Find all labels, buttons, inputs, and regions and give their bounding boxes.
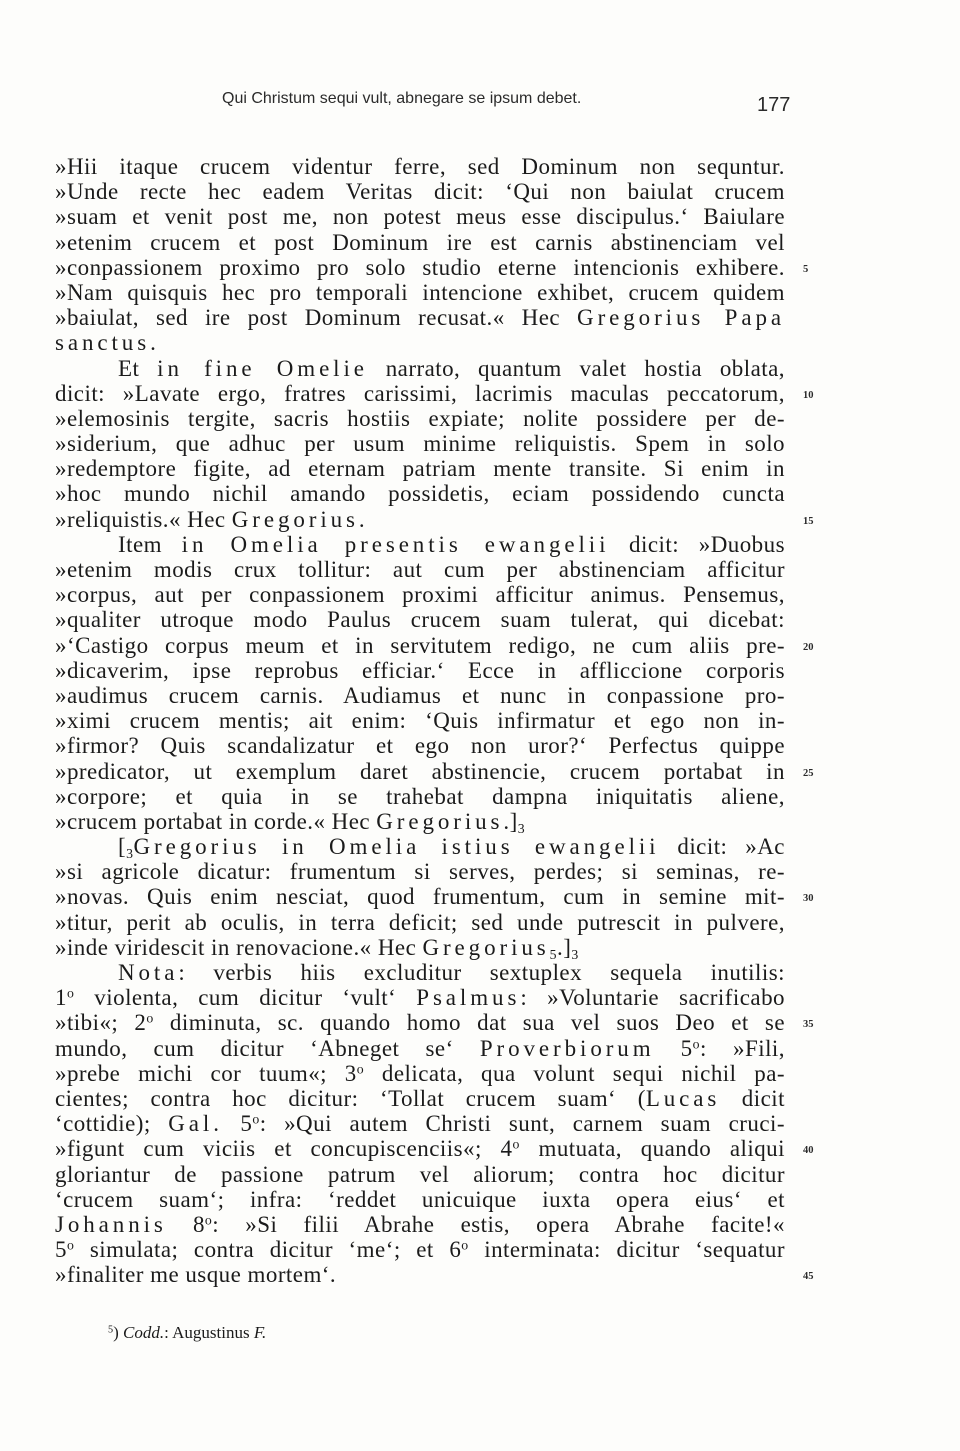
text-run: »Hii itaque crucem videntur ferre, sed Dominum non sequntur. [55,154,785,179]
text-run: »dicaverim, ipse reprobus efficiar.‘ Ecce in affliccione corporis [55,657,785,683]
superscript: 5 [108,1324,114,1336]
text-run: dicit: »Lavate ergo, fratres carissimi, lacrimis maculas peccatorum, [55,380,785,406]
text-line [55,356,785,381]
spaced-emphasis: Gregorius [231,506,359,532]
text-run: »crucem portabat in corde.« Hec [55,808,377,834]
text-run: »elemosinis tergite, sacris hostiis expiate; nolite possidere per de- [55,405,785,431]
text-line [55,254,809,280]
text-run: 8 [166,1211,205,1237]
text-run: . [358,506,366,532]
text-run: 1 [55,985,67,1011]
text-line [55,1061,785,1086]
text-run: »corpus, aut per conpassionem proximi afficitur animus. Pensemus, [55,582,785,608]
text-run: »reliquistis.« Hec [55,506,232,532]
superscript: o [461,1237,469,1253]
superscript: o [66,985,75,1001]
text-line [55,884,814,910]
text-run: cientes; contra hoc dicitur: ‘Tollat crucem suam‘ ( [55,1085,646,1111]
italic-text: Codd. [123,1323,165,1342]
text-line [55,1262,814,1288]
page-number: 177 [757,94,791,116]
text-run: diminuta, sc. quando homo dat sua vel suos Deo et se [153,1010,785,1036]
text-run: »corpore; et quia in se trahebat dampna iniquitatis aliene, [55,783,785,809]
paragraph [55,960,814,1288]
text-line [55,1136,814,1162]
text-line [55,758,814,784]
text-line [55,305,785,330]
text-run: »Unde recte hec eadem Veritas dicit: ‘Qui non baiulat crucem [55,179,785,205]
paragraph [55,355,814,532]
text-run: : »Fili, [700,1035,785,1061]
text-line [55,380,814,406]
text-line [55,683,785,708]
text-line [55,154,785,179]
text-line [55,960,785,985]
text-run: narrato, quantum valet hostia oblata, [367,355,785,381]
text-run: »suam et venit post me, non potest meus esse discipulus.‘ Baiulare [55,204,785,230]
text-line [55,1162,785,1187]
text-line [55,330,785,355]
paragraph [55,531,814,836]
text-line [55,1187,785,1212]
text-line [55,784,785,809]
text-run: »finaliter me usque mortem‘. [55,1262,337,1288]
text-line [55,1036,785,1061]
superscript: o [692,1035,701,1051]
text-run: »etenim crucem et post Dominum ire est carnis abstinenciam vel [55,229,785,255]
subscript: 3 [126,846,134,862]
text-run: [ [118,834,127,860]
running-head: Qui Christum sequi vult, abnegare se ipsum debet. [222,90,582,107]
text-run: »hoc mundo nichil amando possidetis, eciam possidendo cuncta [55,481,785,507]
text-run: »Nam quisquis hec pro temporali intencione exhibet, crucem quidem [55,279,785,305]
text-line [55,406,785,431]
spaced-emphasis: in fine Omelie [157,355,368,381]
superscript: o [356,1061,365,1077]
text-run: »prebe michi cor tuum«; 3 [55,1060,357,1086]
footnote [108,1322,266,1344]
text-run: gloriantur de passione patrum vel aliorum; contra hoc dicitur [55,1161,785,1187]
text-run: dicit: »Ac [659,834,785,860]
text-line [55,708,785,733]
text-run: »tibi«; 2 [55,1010,147,1036]
text-run: »audimus crucem carnis. Audiamus et nunc in conpassione pro- [55,682,785,708]
superscript: o [252,1111,260,1127]
line-number: 25 [803,767,814,779]
text-line [55,1086,785,1111]
text-run: »firmor? Quis scandalizatur et ego non uror?‘ Perfectus quippe [55,733,785,759]
text-run: 5 [654,1035,693,1061]
line-number: 5 [803,263,809,275]
line-number: 40 [803,1145,814,1157]
spaced-emphasis: Gal. [168,1111,223,1137]
text-run: »etenim modis crux tollitur: aut cum per abstinenciam afficitur [55,557,785,582]
text-run: »titur, perit ab oculis, in terra deficit; sed unde putrescit in pulvere, [55,909,785,935]
spaced-emphasis: in Omelia presentis ewangelii [181,531,610,557]
text-line [55,859,785,884]
text-line [55,280,785,305]
text-run: .] [557,934,572,960]
text-line [55,179,785,204]
text-line [55,1010,814,1036]
spaced-emphasis: Gregorius [422,934,550,960]
spaced-emphasis: Gregorius Papa [577,305,785,331]
text-line [55,532,785,557]
text-run: mundo, cum dicitur ‘Abneget se‘ [55,1035,480,1061]
text-line [55,935,785,960]
italic-text: F. [253,1323,267,1342]
text-run: »redemptore figite, ad eternam patriam mente transite. Si enim in [55,456,785,482]
text-run: : Augustinus [164,1323,254,1342]
text-run: »conpassionem proximo pro solo studio eterne intencionis exhibere. [55,254,785,280]
text-line [55,506,814,532]
text-run: interminata: dicitur ‘sequatur [468,1237,785,1263]
text-run: »siderium, que adhuc per usum minime reliquistis. Spem in solo [55,431,785,457]
text-run: mutuata, quando aliqui [519,1136,785,1162]
spaced-emphasis: Lucas [645,1085,721,1111]
text-run: »‘Castigo corpus meum et in servitutem redigo, ne cum aliis pre- [55,632,785,658]
spaced-emphasis: sanctus. [55,330,160,356]
text-line [55,985,785,1010]
superscript: o [204,1212,213,1228]
text-run: »qualiter utroque modo Paulus crucem suam tulerat, qui dicebat: [55,607,785,633]
text-run: delicata, qua volunt sequi nichil pa- [364,1060,785,1086]
text-line [55,1237,785,1262]
text-run: »inde viridescit in renovacione.« Hec [55,934,423,960]
line-number: 45 [803,1271,814,1283]
text-run: »baiulat, sed ire post Dominum recusat.« Hec [55,305,578,331]
paragraph [55,834,814,962]
text-run: Item [118,531,182,557]
subscript: 3 [571,946,579,962]
text-line [55,910,785,935]
text-run: .] [503,808,518,834]
text-line [55,733,785,758]
text-line [55,834,785,862]
text-run: »ximi crucem mentis; ait enim: ‘Quis infirmatur et ego non in- [55,708,785,734]
superscript: o [66,1237,75,1253]
text-line [55,582,785,607]
text-line [55,1111,785,1136]
text-line [55,456,785,481]
text-run: dicit: »Duobus [609,531,786,557]
text-run: : »Qui autem Christi sunt, carnem suam cruci- [259,1111,785,1137]
line-number: 15 [803,515,814,527]
text-run: »predicator, ut exemplum daret abstinencie, crucem portabat in [55,758,785,784]
text-run: : »Si filii Abrahe estis, opera Abrahe facite!« [212,1211,785,1237]
text-line [55,481,785,506]
spaced-emphasis: Psalmus [416,985,521,1011]
line-number: 20 [803,641,814,653]
spaced-emphasis: Proverbiorum [479,1035,655,1061]
superscript: o [146,1010,154,1026]
text-line [55,230,785,255]
spaced-emphasis: Gregorius in Omelia istius ewangelii [133,834,660,860]
text-run: 5 [55,1237,67,1263]
text-run: : »Voluntarie sacrificabo [520,985,785,1011]
line-number: 10 [803,389,814,401]
text-line [55,607,785,632]
subscript: 3 [517,821,526,836]
text-line [55,1212,785,1237]
text-run: dicit [720,1085,785,1111]
paragraph [55,154,809,356]
text-line [55,658,785,683]
text-run: : verbis hiis excluditur sextuplex sequela inutilis: [178,960,785,985]
text-run: 5 [222,1111,253,1137]
body-text [55,154,814,1288]
spaced-emphasis: Gregorius [376,808,504,834]
text-line [55,809,785,834]
text-run: ) [113,1323,124,1342]
text-run: violenta, cum dicitur ‘vult‘ [74,985,417,1011]
text-run: »figunt cum viciis et concupiscenciis«; 4 [55,1136,513,1162]
line-number: 35 [803,1019,814,1031]
text-run: »novas. Quis enim nesciat, quod frumentum, cum in semine mit- [55,884,785,910]
spaced-emphasis: Johannis [55,1211,167,1237]
text-line [55,632,814,658]
spaced-emphasis: Nota [118,960,179,985]
superscript: o [512,1136,520,1152]
text-run: »si agricole dicatur: frumentum si serves, perdes; si seminas, re- [55,859,785,885]
text-run: Et [118,355,158,381]
text-line [55,557,785,582]
subscript: 5 [549,946,557,962]
text-line [55,431,785,456]
text-run: ‘crucem suam‘; infra: ‘reddet unicuique iuxta opera eius‘ et [55,1186,785,1212]
text-run: ‘cottidie); [55,1111,169,1137]
text-line [55,204,785,229]
text-run: simulata; contra dicitur ‘me‘; et 6 [74,1237,462,1263]
line-number: 30 [803,893,814,905]
